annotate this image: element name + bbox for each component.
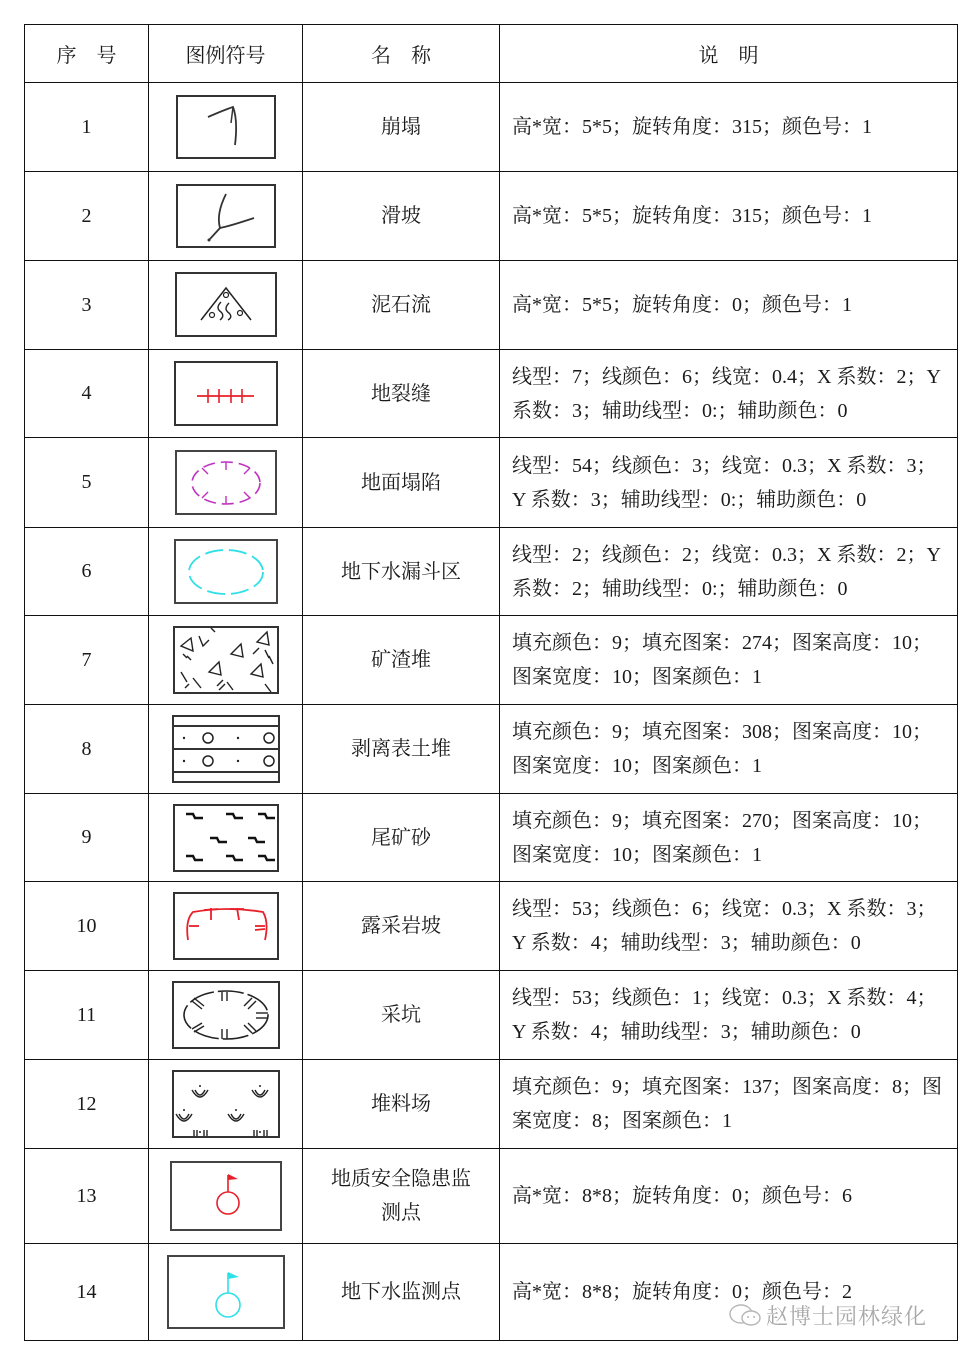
row-index: 9	[25, 794, 149, 882]
symbol-cell	[149, 1149, 303, 1244]
row-description: 填充颜色：9；填充图案：137；图案高度：8；图案宽度：8；图案颜色：1	[500, 1060, 958, 1149]
row-index: 11	[25, 971, 149, 1060]
table-row	[25, 882, 958, 971]
row-index: 5	[25, 438, 149, 528]
table-row	[25, 172, 958, 261]
stockpile-yard-symbol-icon	[172, 1070, 280, 1138]
symbol-cell	[149, 882, 303, 971]
row-name: 矿渣堆	[303, 616, 500, 705]
symbol-cell	[149, 971, 303, 1060]
symbol-cell	[149, 528, 303, 616]
mining-pit-symbol-icon	[172, 981, 280, 1049]
table-row	[25, 705, 958, 794]
row-description: 线型：53；线颜色：6；线宽：0.3；X 系数：3；Y 系数：4；辅助线型：3；辅助颜色：0	[500, 882, 958, 971]
table-row	[25, 971, 958, 1060]
row-description: 高*宽：5*5；旋转角度：315；颜色号：1	[500, 83, 958, 172]
row-name: 露采岩坡	[303, 882, 500, 971]
table-row	[25, 438, 958, 528]
row-description: 线型：54；线颜色：3；线宽：0.3；X 系数：3；Y 系数：3；辅助线型：0:；辅助颜色：0	[500, 438, 958, 528]
symbol-cell	[149, 616, 303, 705]
debris-flow-symbol-icon	[175, 272, 277, 338]
row-name: 地下水漏斗区	[303, 528, 500, 616]
row-name: 滑坡	[303, 172, 500, 261]
symbol-cell	[149, 261, 303, 350]
row-name: 地面塌陷	[303, 438, 500, 528]
symbol-cell	[149, 172, 303, 261]
header-name: 名 称	[303, 25, 500, 83]
row-name: 泥石流	[303, 261, 500, 350]
groundwater-monitoring-point-symbol-icon	[167, 1255, 285, 1329]
row-index: 13	[25, 1149, 149, 1244]
table-row	[25, 794, 958, 882]
row-name: 地下水监测点	[303, 1244, 500, 1341]
symbol-cell	[149, 438, 303, 528]
row-description: 高*宽：8*8；旋转角度：0；颜色号：6	[500, 1149, 958, 1244]
row-index: 2	[25, 172, 149, 261]
ground-subsidence-symbol-icon	[175, 450, 277, 516]
symbol-cell	[149, 794, 303, 882]
slag-heap-symbol-icon	[173, 626, 279, 694]
table-row	[25, 83, 958, 172]
header-description: 说 明	[500, 25, 958, 83]
symbol-cell	[149, 705, 303, 794]
row-name: 地裂缝	[303, 350, 500, 438]
groundwater-funnel-symbol-icon	[174, 539, 278, 605]
landslide-symbol-icon	[176, 184, 276, 248]
symbol-cell	[149, 1060, 303, 1149]
row-description: 填充颜色：9；填充图案：308；图案高度：10；图案宽度：10；图案颜色：1	[500, 705, 958, 794]
legend-table	[24, 24, 958, 1341]
row-index: 4	[25, 350, 149, 438]
table-row	[25, 261, 958, 350]
open-pit-slope-symbol-icon	[173, 892, 279, 960]
row-description: 高*宽：5*5；旋转角度：315；颜色号：1	[500, 172, 958, 261]
row-index: 10	[25, 882, 149, 971]
row-index: 8	[25, 705, 149, 794]
watermark-text: 赵博士园林绿化	[766, 1305, 928, 1330]
header-symbol: 图例符号	[149, 25, 303, 83]
table-row	[25, 1149, 958, 1244]
table-row	[25, 350, 958, 438]
row-index: 14	[25, 1244, 149, 1341]
row-description: 高*宽：5*5；旋转角度：0；颜色号：1	[500, 261, 958, 350]
table-row	[25, 1060, 958, 1149]
symbol-cell	[149, 83, 303, 172]
row-description: 高*宽：8*8；旋转角度：0；颜色号：2	[500, 1244, 958, 1341]
row-description: 填充颜色：9；填充图案：270；图案高度：10；图案宽度：10；图案颜色：1	[500, 794, 958, 882]
row-description: 线型：2；线颜色：2；线宽：0.3；X 系数：2；Y 系数：2；辅助线型：0:；辅助颜色：0	[500, 528, 958, 616]
row-name: 崩塌	[303, 83, 500, 172]
geohazard-monitoring-point-symbol-icon	[170, 1161, 282, 1231]
row-index: 6	[25, 528, 149, 616]
symbol-cell	[149, 1244, 303, 1341]
row-index: 1	[25, 83, 149, 172]
table-row	[25, 528, 958, 616]
row-name: 采坑	[303, 971, 500, 1060]
row-name: 堆料场	[303, 1060, 500, 1149]
row-index: 3	[25, 261, 149, 350]
collapse-symbol-icon	[176, 95, 276, 159]
watermark	[728, 1300, 927, 1333]
row-name: 剥离表土堆	[303, 705, 500, 794]
header-index: 序 号	[25, 25, 149, 83]
row-description: 填充颜色：9；填充图案：274；图案高度：10；图案宽度：10；图案颜色：1	[500, 616, 958, 705]
row-index: 12	[25, 1060, 149, 1149]
row-name: 地质安全隐患监测点	[303, 1149, 500, 1244]
row-description: 线型：7；线颜色：6；线宽：0.4；X 系数：2；Y 系数：3；辅助线型：0:；辅助颜色：0	[500, 350, 958, 438]
tailings-symbol-icon	[173, 804, 279, 872]
row-index: 7	[25, 616, 149, 705]
symbol-cell	[149, 350, 303, 438]
ground-fissure-symbol-icon	[174, 361, 278, 427]
wechat-icon	[728, 1303, 762, 1333]
table-row	[25, 616, 958, 705]
row-name: 尾矿砂	[303, 794, 500, 882]
stripped-topsoil-symbol-icon	[172, 715, 280, 783]
row-description: 线型：53；线颜色：1；线宽：0.3；X 系数：4；Y 系数：4；辅助线型：3；辅助颜色：0	[500, 971, 958, 1060]
header-row	[25, 25, 958, 83]
